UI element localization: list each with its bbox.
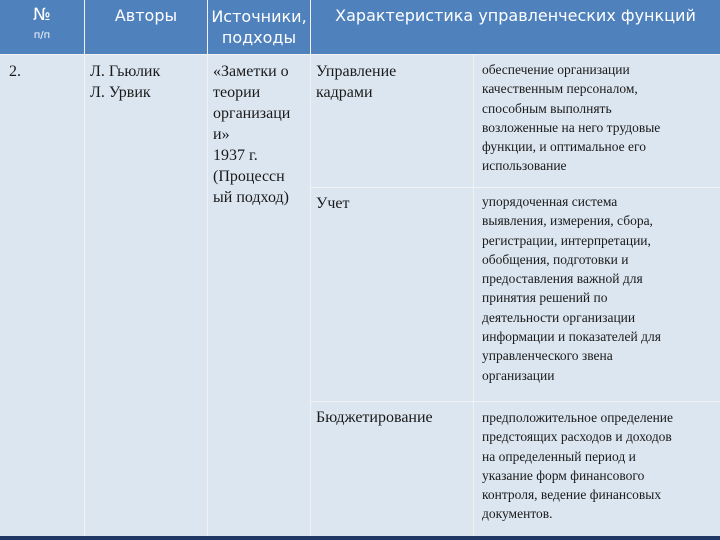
source-cell bbox=[213, 61, 290, 208]
grid-line bbox=[311, 401, 720, 402]
description-line: выявления, измерения, сбора, bbox=[482, 213, 653, 229]
function-name-budgeting bbox=[316, 407, 433, 428]
function-name-line: Учет bbox=[316, 195, 350, 212]
source-line: организаци bbox=[213, 105, 291, 122]
description-line: управленческого звена bbox=[482, 348, 613, 364]
description-line: предстоящих расходов и доходов bbox=[482, 429, 672, 445]
header-cell-sources bbox=[208, 0, 310, 54]
header-sources-line1: Источники, bbox=[211, 7, 307, 26]
description-line: использование bbox=[482, 158, 567, 174]
header-number-symbol: № bbox=[33, 5, 51, 25]
description-line: функции, и оптимальное его bbox=[482, 139, 646, 155]
description-line: деятельности организации bbox=[482, 309, 636, 325]
function-name-hr bbox=[316, 61, 396, 103]
description-line: возложенные на него трудовые bbox=[482, 119, 661, 135]
source-line: теории bbox=[213, 84, 261, 101]
grid-line bbox=[84, 0, 85, 540]
source-line: (Процессн bbox=[213, 168, 285, 185]
description-line: упорядоченная система bbox=[482, 194, 618, 209]
description-line: информации и показателей для bbox=[482, 329, 661, 345]
description-line: способным выполнять bbox=[482, 100, 612, 116]
header-number-sub: п/п bbox=[33, 30, 51, 41]
description-line: обеспечение организации bbox=[482, 62, 630, 77]
author-name: Л. Урвик bbox=[90, 84, 151, 101]
description-line: на определенный период и bbox=[482, 448, 636, 464]
function-name-accounting bbox=[316, 193, 349, 214]
grid-line bbox=[473, 54, 474, 540]
description-line: организации bbox=[482, 367, 555, 383]
header-characteristics-label: Характеристика управленческих функций bbox=[335, 6, 696, 25]
description-line: обобщения, подготовки и bbox=[482, 251, 629, 267]
source-line: ый подход) bbox=[213, 189, 289, 206]
function-description-accounting bbox=[482, 192, 661, 385]
function-name-line: кадрами bbox=[316, 84, 373, 101]
header-cell-characteristics bbox=[311, 0, 720, 54]
description-line: регистрации, интерпретации, bbox=[482, 232, 651, 248]
function-description-hr bbox=[482, 60, 660, 176]
description-line: предположительное определение bbox=[482, 410, 674, 425]
author-name: Л. Гьюлик bbox=[90, 63, 161, 80]
description-line: качественным персоналом, bbox=[482, 81, 638, 97]
slide-bottom-strip bbox=[0, 536, 720, 540]
function-name-line: Бюджетирование bbox=[316, 409, 433, 426]
header-authors-label: Авторы bbox=[114, 6, 178, 25]
source-line: 1937 г. bbox=[213, 147, 258, 164]
header-cell-number bbox=[0, 0, 84, 54]
grid-line bbox=[207, 0, 208, 540]
function-description-budgeting bbox=[482, 408, 673, 524]
header-sources-line2: подходы bbox=[221, 28, 297, 47]
source-line: «Заметки о bbox=[213, 63, 289, 80]
description-line: предоставления важной для bbox=[482, 271, 643, 287]
description-line: принятия решений по bbox=[482, 290, 608, 306]
header-cell-authors bbox=[85, 0, 207, 54]
description-line: контроля, ведение финансовых bbox=[482, 487, 662, 503]
grid-line bbox=[310, 0, 311, 540]
grid-line bbox=[0, 54, 720, 55]
description-line: документов. bbox=[482, 506, 553, 522]
description-line: указание форм финансового bbox=[482, 467, 645, 483]
row-number: 2. bbox=[9, 63, 21, 80]
function-name-line: Управление bbox=[316, 63, 397, 80]
source-line: и» bbox=[213, 126, 230, 143]
grid-line bbox=[311, 187, 720, 188]
authors-cell bbox=[90, 61, 160, 103]
